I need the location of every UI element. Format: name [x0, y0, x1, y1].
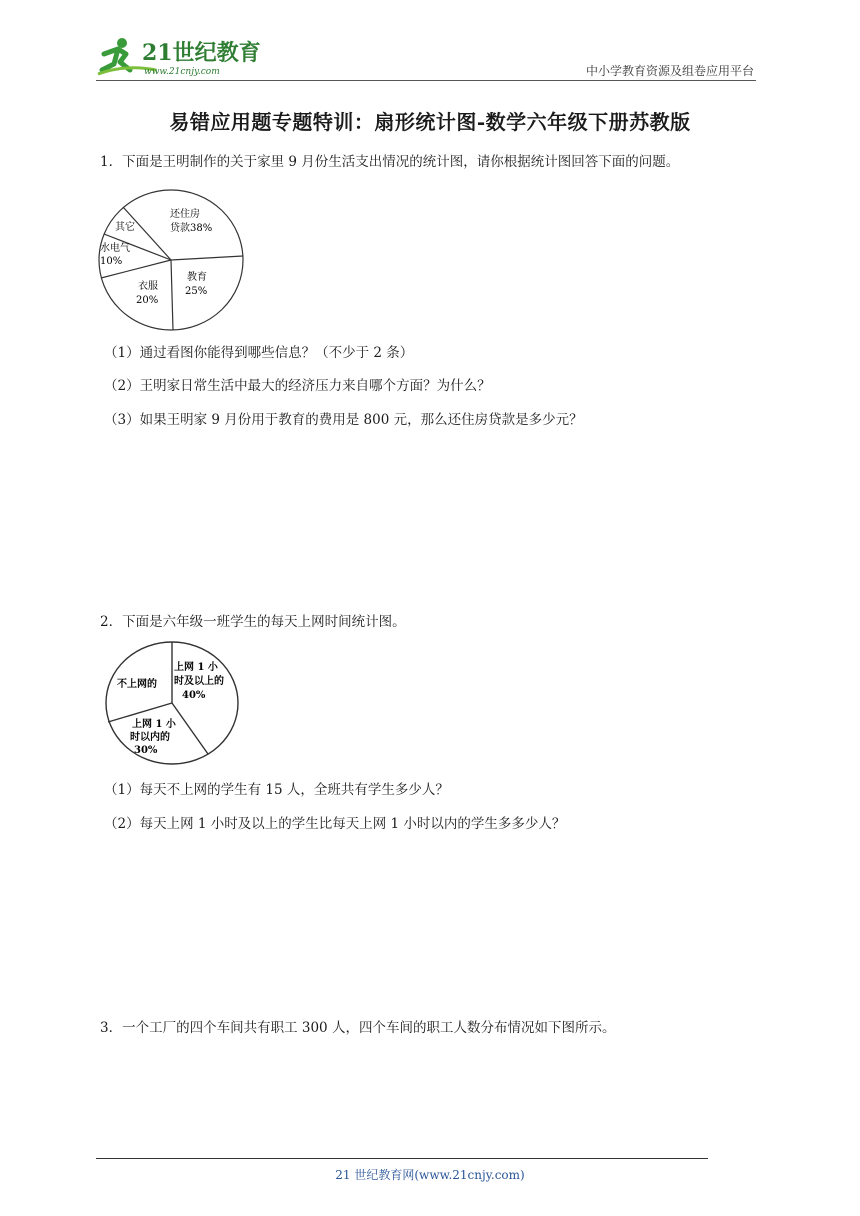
q1-label-edu-pct: 25%: [185, 286, 208, 297]
q2-sub-1: （1）每天不上网的学生有 15 人，全班共有学生多少人？: [104, 782, 449, 798]
q1-sub-2: （2）王明家日常生活中最大的经济压力来自哪个方面？为什么？: [104, 378, 491, 394]
q1-label-water: 水电气: [100, 243, 130, 254]
header-platform-text: 中小学教育资源及组卷应用平台: [585, 64, 754, 78]
q2-label-under: 上网 1 小: [132, 719, 176, 730]
q2-label-over-2: 时及以上的: [174, 676, 224, 687]
q1-label-other: 其它: [115, 222, 135, 233]
header-divider: [96, 80, 756, 81]
q1-label-clothes: 衣服: [138, 281, 158, 292]
q1-label-house-pct: 贷款38%: [170, 223, 213, 234]
page-title: 易错应用题专题特训：扇形统计图-数学六年级下册苏教版: [169, 110, 691, 134]
q2-label-under-2: 时以内的: [130, 732, 170, 743]
footer-text[interactable]: 21 世纪教育网(www.21cnjy.com): [335, 1168, 525, 1182]
question-1-stem: 1．下面是王明制作的关于家里 9 月份生活支出情况的统计图，请你根据统计图回答下面的问题。: [100, 154, 680, 170]
q2-label-over-pct: 40%: [182, 690, 206, 701]
q1-sub-1: （1）通过看图你能得到哪些信息？（不少于 2 条）: [104, 345, 414, 361]
q1-label-water-pct: 10%: [100, 256, 123, 267]
logo-text: 21世纪教育: [142, 40, 261, 66]
q1-label-house: 还住房: [170, 209, 200, 220]
q1-sub-3: （3）如果王明家 9 月份用于教育的费用是 800 元，那么还住房贷款是多少元？: [104, 412, 583, 428]
q2-label-under-pct: 30%: [134, 745, 158, 756]
question-3-stem: 3．一个工厂的四个车间共有职工 300 人，四个车间的职工人数分布情况如下图所示。: [100, 1020, 616, 1036]
q2-label-no-net: 不上网的: [117, 679, 157, 690]
logo-url: www.21cnjy.com: [144, 67, 220, 77]
q2-sub-2: （2）每天上网 1 小时及以上的学生比每天上网 1 小时以内的学生多多少人？: [104, 816, 566, 832]
q1-label-clothes-pct: 20%: [136, 295, 159, 306]
q2-pie-chart: [104, 640, 240, 766]
q2-label-over: 上网 1 小: [174, 662, 218, 673]
q1-pie-chart: [98, 188, 248, 332]
site-logo: [96, 34, 266, 78]
footer-divider: [96, 1158, 708, 1159]
q1-label-edu: 教育: [187, 272, 207, 283]
question-2-stem: 2．下面是六年级一班学生的每天上网时间统计图。: [100, 614, 406, 630]
